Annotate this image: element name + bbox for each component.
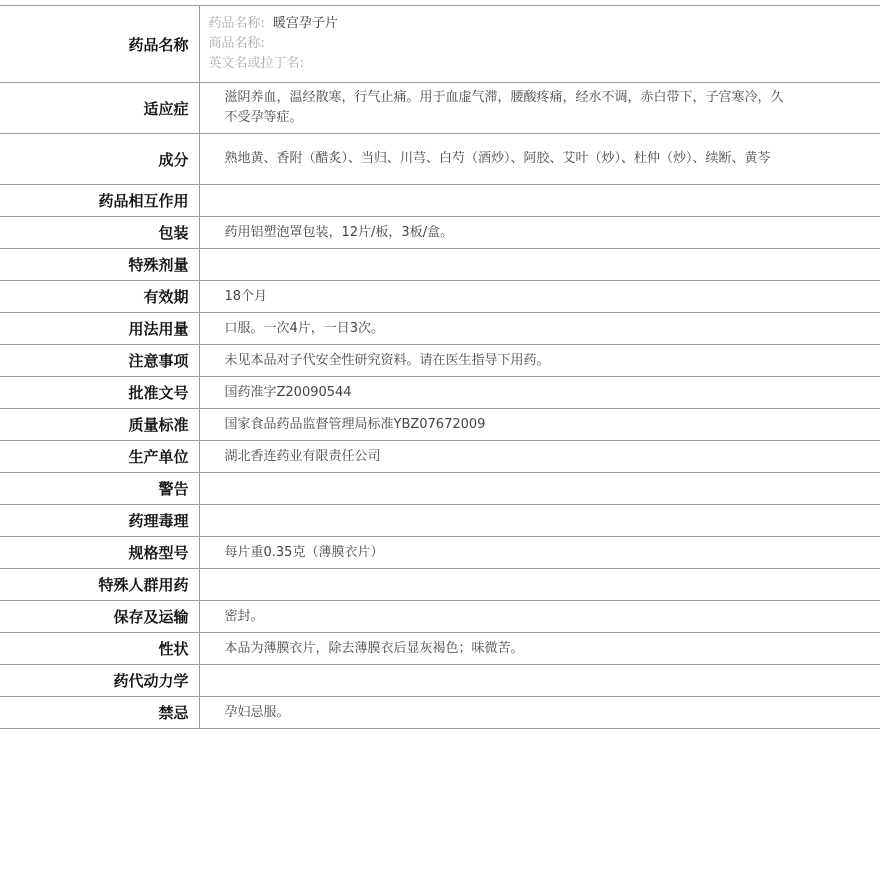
spec-value: 滋阴养血，温经散寒，行气止痛。用于血虚气滞，腰酸疼痛，经水不调，赤白带下，子宫寒冷，久不受孕等症。 bbox=[199, 83, 880, 134]
english-name-line bbox=[209, 54, 789, 74]
drug-name-value: 暖宫孕子片 bbox=[272, 16, 338, 31]
spec-label: 批准文号 bbox=[0, 377, 199, 409]
spec-value bbox=[199, 473, 880, 505]
spec-value: 药用铝塑泡罩包装，12片/板，3板/盒。 bbox=[199, 217, 880, 249]
spec-label: 禁忌 bbox=[0, 697, 199, 729]
spec-row-warning bbox=[0, 473, 880, 505]
spec-value: 国药准字Z20090544 bbox=[199, 377, 880, 409]
spec-value: 每片重0.35克（薄膜衣片） bbox=[199, 537, 880, 569]
spec-row-dosage bbox=[0, 313, 880, 345]
spec-label: 质量标准 bbox=[0, 409, 199, 441]
spec-row-ingredients bbox=[0, 134, 880, 185]
spec-value: 熟地黄、香附（醋炙）、当归、川芎、白芍（酒炒）、阿胶、艾叶（炒）、杜仲（炒）、续断、黄芩 bbox=[199, 134, 880, 185]
spec-row-packaging bbox=[0, 217, 880, 249]
spec-value bbox=[199, 505, 880, 537]
drug-name-cell bbox=[199, 6, 880, 83]
spec-label: 警告 bbox=[0, 473, 199, 505]
spec-label: 包装 bbox=[0, 217, 199, 249]
spec-row-expiry bbox=[0, 281, 880, 313]
spec-label: 药理毒理 bbox=[0, 505, 199, 537]
spec-row-interactions bbox=[0, 185, 880, 217]
spec-label: 药品名称 bbox=[0, 6, 199, 83]
spec-label: 药代动力学 bbox=[0, 665, 199, 697]
spec-value: 18个月 bbox=[199, 281, 880, 313]
spec-row-pharmacology bbox=[0, 505, 880, 537]
trade-name-key: 商品名称: bbox=[208, 36, 265, 51]
spec-value: 口服。一次4片，一日3次。 bbox=[199, 313, 880, 345]
spec-row-storage bbox=[0, 601, 880, 633]
spec-value bbox=[199, 249, 880, 281]
spec-row-contraindications bbox=[0, 697, 880, 729]
spec-label: 药品相互作用 bbox=[0, 185, 199, 217]
spec-row-pharmacokinetics bbox=[0, 665, 880, 697]
spec-label: 注意事项 bbox=[0, 345, 199, 377]
spec-label: 特殊剂量 bbox=[0, 249, 199, 281]
spec-value bbox=[199, 665, 880, 697]
spec-row-drug-name bbox=[0, 6, 880, 83]
spec-row-special-populations bbox=[0, 569, 880, 601]
trade-name-line bbox=[209, 34, 789, 54]
spec-label: 适应症 bbox=[0, 83, 199, 134]
spec-value bbox=[199, 569, 880, 601]
spec-value: 未见本品对子代安全性研究资料。请在医生指导下用药。 bbox=[199, 345, 880, 377]
spec-row-specification bbox=[0, 537, 880, 569]
spec-row-description bbox=[0, 633, 880, 665]
spec-label: 有效期 bbox=[0, 281, 199, 313]
spec-label: 规格型号 bbox=[0, 537, 199, 569]
drug-name-line bbox=[209, 14, 789, 34]
spec-value: 密封。 bbox=[199, 601, 880, 633]
spec-label: 特殊人群用药 bbox=[0, 569, 199, 601]
spec-label: 生产单位 bbox=[0, 441, 199, 473]
english-name-key: 英文名或拉丁名: bbox=[208, 56, 304, 71]
spec-value: 孕妇忌服。 bbox=[199, 697, 880, 729]
spec-label: 性状 bbox=[0, 633, 199, 665]
spec-value bbox=[199, 185, 880, 217]
spec-row-precautions bbox=[0, 345, 880, 377]
spec-label: 保存及运输 bbox=[0, 601, 199, 633]
spec-row-quality-standard bbox=[0, 409, 880, 441]
spec-row-manufacturer bbox=[0, 441, 880, 473]
spec-label: 用法用量 bbox=[0, 313, 199, 345]
spec-row-special-dosage bbox=[0, 249, 880, 281]
spec-row-indications bbox=[0, 83, 880, 134]
drug-spec-table bbox=[0, 5, 880, 729]
spec-value: 湖北香连药业有限责任公司 bbox=[199, 441, 880, 473]
spec-value: 国家食品药品监督管理局标准YBZ07672009 bbox=[199, 409, 880, 441]
spec-label: 成分 bbox=[0, 134, 199, 185]
drug-name-key: 药品名称: bbox=[208, 16, 265, 31]
spec-row-approval-number bbox=[0, 377, 880, 409]
spec-value: 本品为薄膜衣片，除去薄膜衣后显灰褐色；味微苦。 bbox=[199, 633, 880, 665]
